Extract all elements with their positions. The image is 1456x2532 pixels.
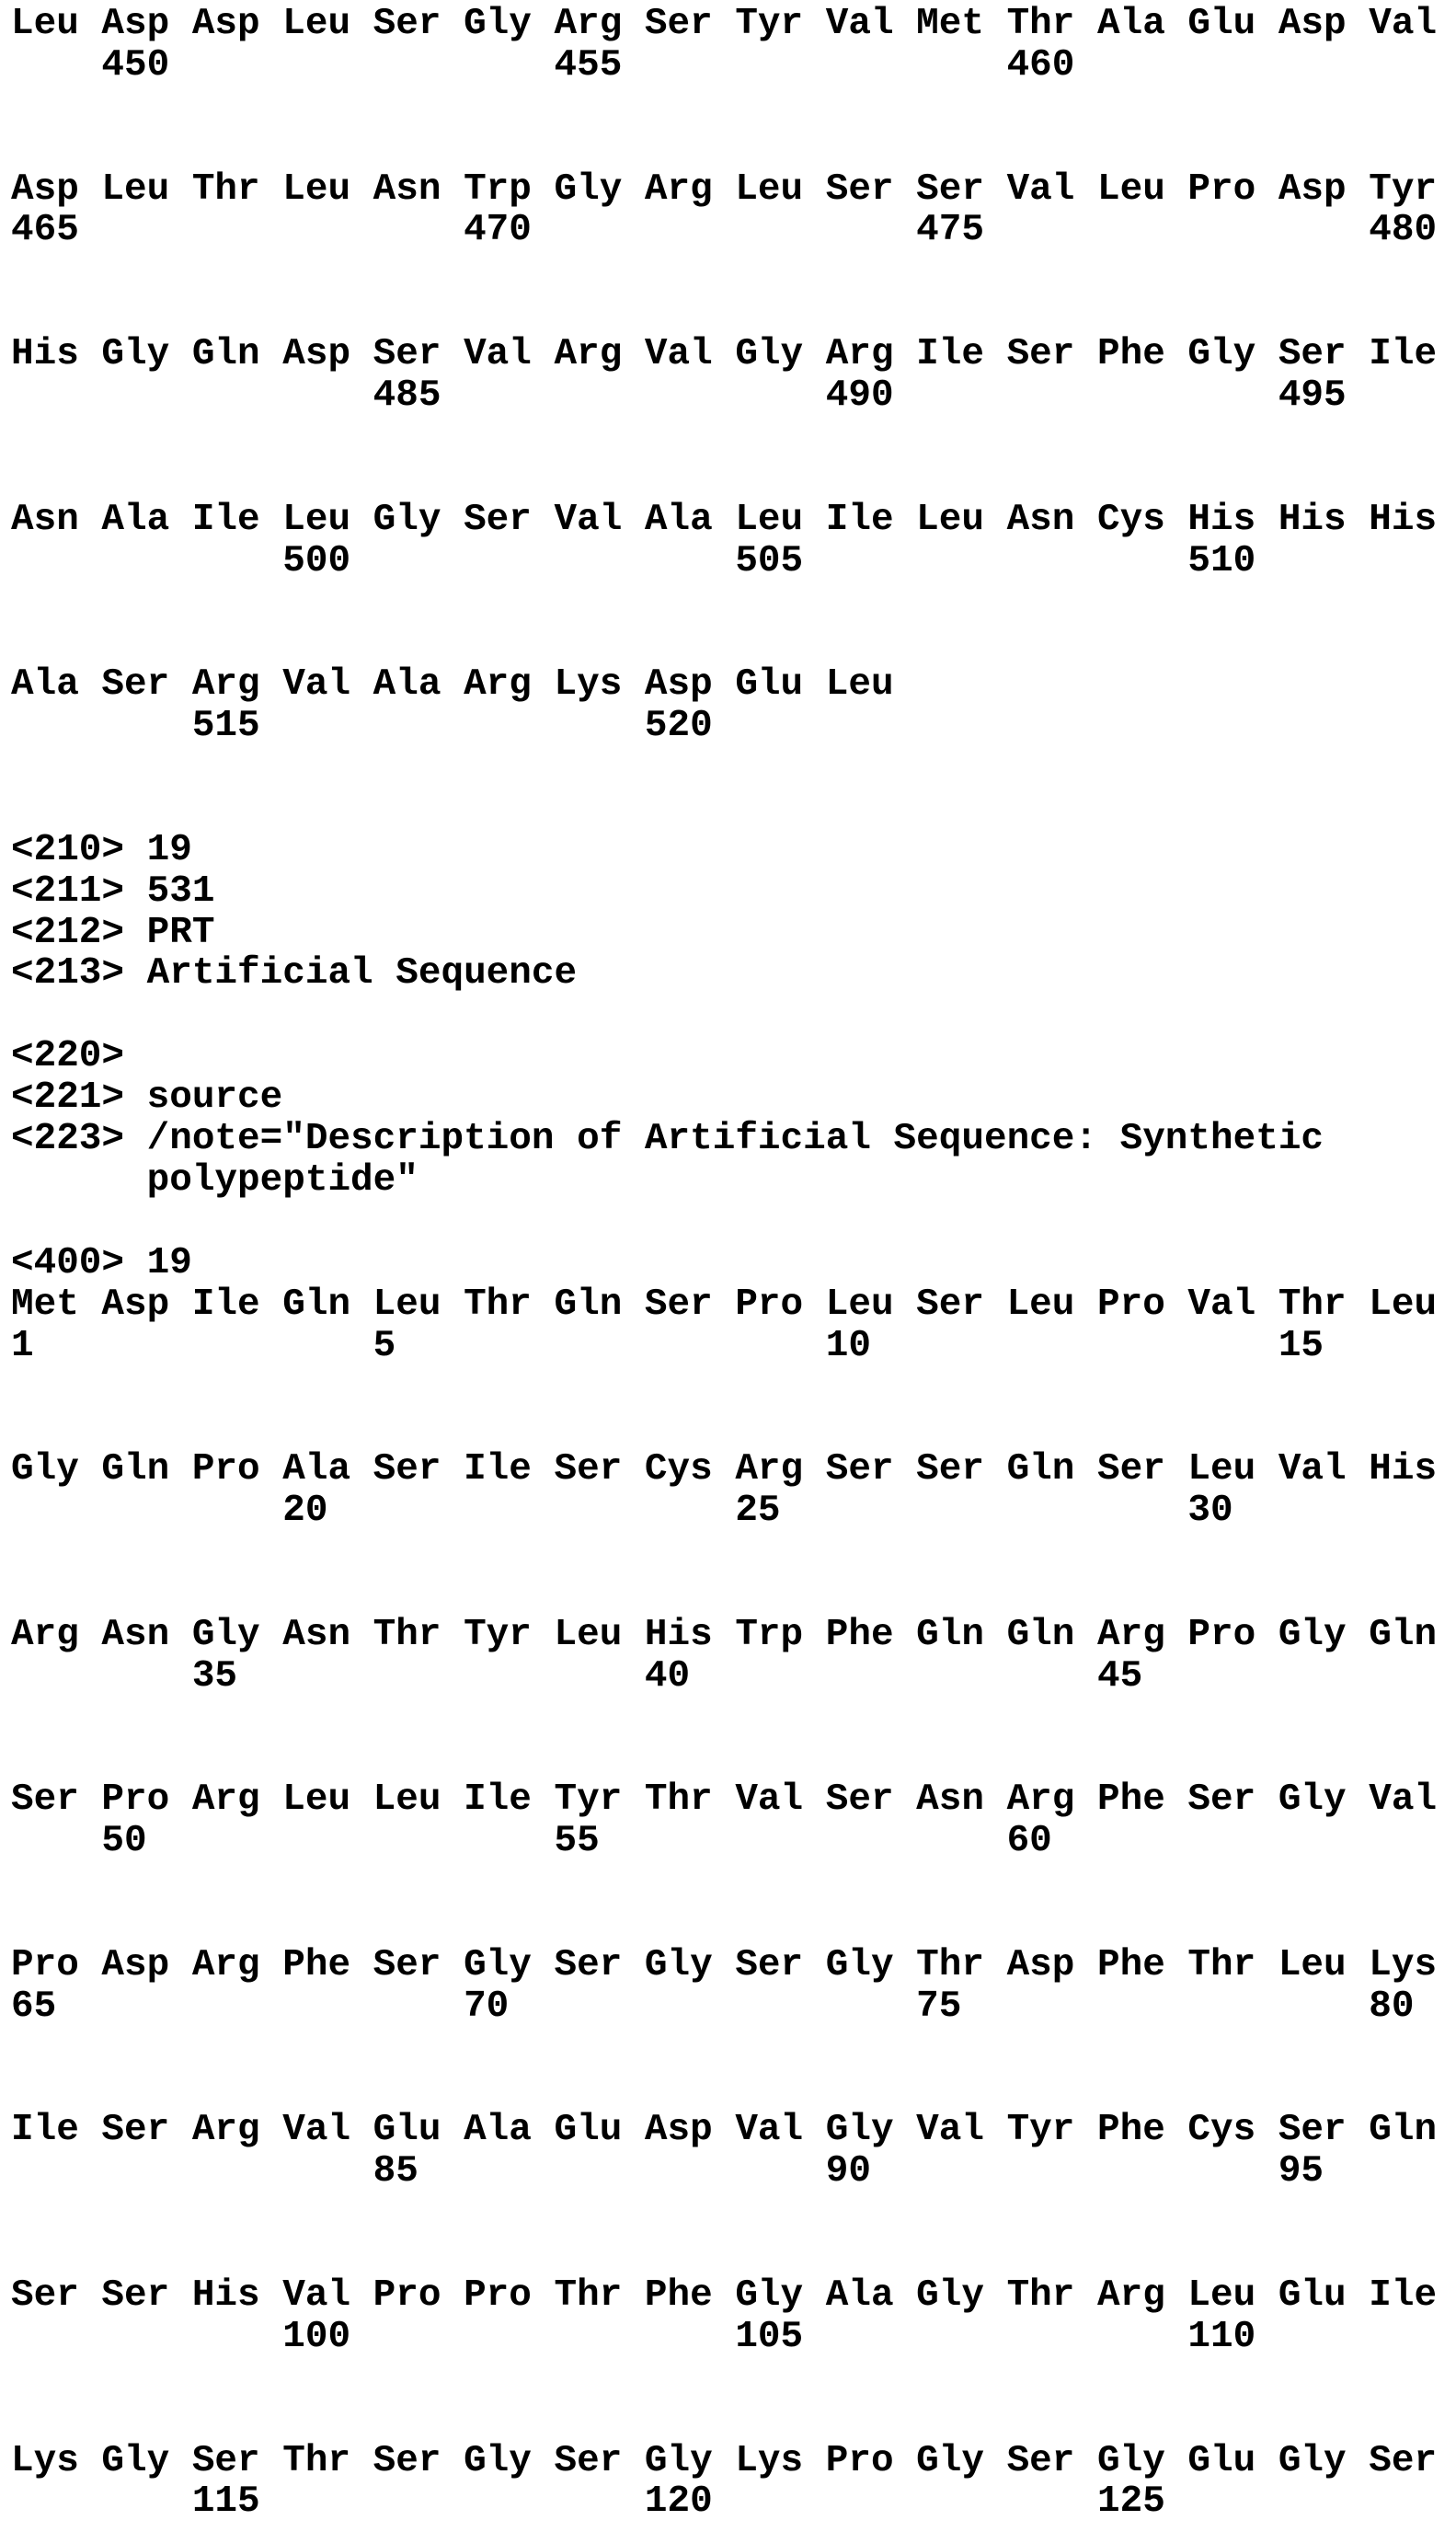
sequence-header-line: <223> /note="Description of Artificial Sequence: Synthetic (11, 1119, 1437, 1160)
blank-line (11, 581, 1437, 623)
residue-number-line: 1 5 10 15 (11, 1326, 1437, 1367)
blank-line (11, 1532, 1437, 1573)
residue-line: Arg Asn Gly Asn Thr Tyr Leu His Trp Phe Gln Gln Arg Pro Gly Gln (11, 1615, 1437, 1656)
residue-line: His Gly Gln Asp Ser Val Arg Val Gly Arg Ile Ser Phe Gly Ser Ile (11, 334, 1437, 375)
blank-line (11, 1202, 1437, 1243)
residue-number-line: 85 90 95 (11, 2151, 1437, 2192)
blank-line (11, 458, 1437, 500)
residue-line: Ser Pro Arg Leu Leu Ile Tyr Thr Val Ser Asn Arg Phe Ser Gly Val (11, 1779, 1437, 1821)
blank-line (11, 251, 1437, 293)
blank-line (11, 2234, 1437, 2275)
sequence-header-line: <400> 19 (11, 1243, 1437, 1284)
residue-line: Gly Gln Pro Ala Ser Ile Ser Cys Arg Ser Ser Gln Ser Leu Val His (11, 1449, 1437, 1490)
residue-line: Ile Ser Arg Val Glu Ala Glu Asp Val Gly Val Tyr Phe Cys Ser Gln (11, 2110, 1437, 2151)
blank-line (11, 1738, 1437, 1779)
blank-line (11, 1408, 1437, 1449)
residue-number-line: 100 105 110 (11, 2317, 1437, 2358)
sequence-header-line: <220> (11, 1036, 1437, 1077)
residue-number-line: 35 40 45 (11, 1656, 1437, 1698)
residue-number-line: 450 455 460 (11, 45, 1437, 86)
residue-number-line: 500 505 510 (11, 541, 1437, 582)
residue-number-line: 20 25 30 (11, 1490, 1437, 1532)
blank-line (11, 2400, 1437, 2441)
residue-number-line: 465 470 475 480 (11, 210, 1437, 251)
residue-number-line: 115 120 125 (11, 2481, 1437, 2523)
blank-line (11, 623, 1437, 664)
sequence-header-line: <210> 19 (11, 830, 1437, 871)
residue-line: Pro Asp Arg Phe Ser Gly Ser Gly Ser Gly Thr Asp Phe Thr Leu Lys (11, 1945, 1437, 1986)
sequence-header-line: <221> source (11, 1077, 1437, 1119)
blank-line (11, 1862, 1437, 1904)
blank-line (11, 417, 1437, 458)
residue-line: Met Asp Ile Gln Leu Thr Gln Ser Pro Leu Ser Leu Pro Val Thr Leu (11, 1284, 1437, 1326)
blank-line (11, 1573, 1437, 1615)
sequence-header-line: <211> 531 (11, 871, 1437, 913)
blank-line (11, 788, 1437, 830)
blank-line (11, 293, 1437, 334)
residue-line: Lys Gly Ser Thr Ser Gly Ser Gly Lys Pro Gly Ser Gly Glu Gly Ser (11, 2441, 1437, 2482)
residue-line: Ala Ser Arg Val Ala Arg Lys Asp Glu Leu (11, 664, 1437, 706)
residue-number-line: 485 490 495 (11, 375, 1437, 417)
sequence-listing-document (11, 4, 1437, 2523)
blank-line (11, 2069, 1437, 2111)
residue-number-line: 65 70 75 80 (11, 1986, 1437, 2028)
blank-line (11, 1698, 1437, 1739)
residue-line: Asp Leu Thr Leu Asn Trp Gly Arg Leu Ser Ser Val Leu Pro Asp Tyr (11, 169, 1437, 211)
sequence-header-continuation: polypeptide" (11, 1160, 1437, 1202)
residue-line: Asn Ala Ile Leu Gly Ser Val Ala Leu Ile Leu Asn Cys His His His (11, 500, 1437, 541)
blank-line (11, 747, 1437, 788)
blank-line (11, 1366, 1437, 1408)
blank-line (11, 1904, 1437, 1945)
blank-line (11, 2192, 1437, 2234)
blank-line (11, 2358, 1437, 2400)
residue-number-line: 50 55 60 (11, 1821, 1437, 1862)
residue-line: Leu Asp Asp Leu Ser Gly Arg Ser Tyr Val Met Thr Ala Glu Asp Val (11, 4, 1437, 45)
sequence-header-line: <213> Artificial Sequence (11, 953, 1437, 995)
residue-line: Ser Ser His Val Pro Pro Thr Phe Gly Ala Gly Thr Arg Leu Glu Ile (11, 2275, 1437, 2317)
blank-line (11, 995, 1437, 1036)
blank-line (11, 86, 1437, 128)
blank-line (11, 128, 1437, 169)
residue-number-line: 515 520 (11, 706, 1437, 747)
sequence-header-line: <212> PRT (11, 913, 1437, 954)
blank-line (11, 2028, 1437, 2069)
